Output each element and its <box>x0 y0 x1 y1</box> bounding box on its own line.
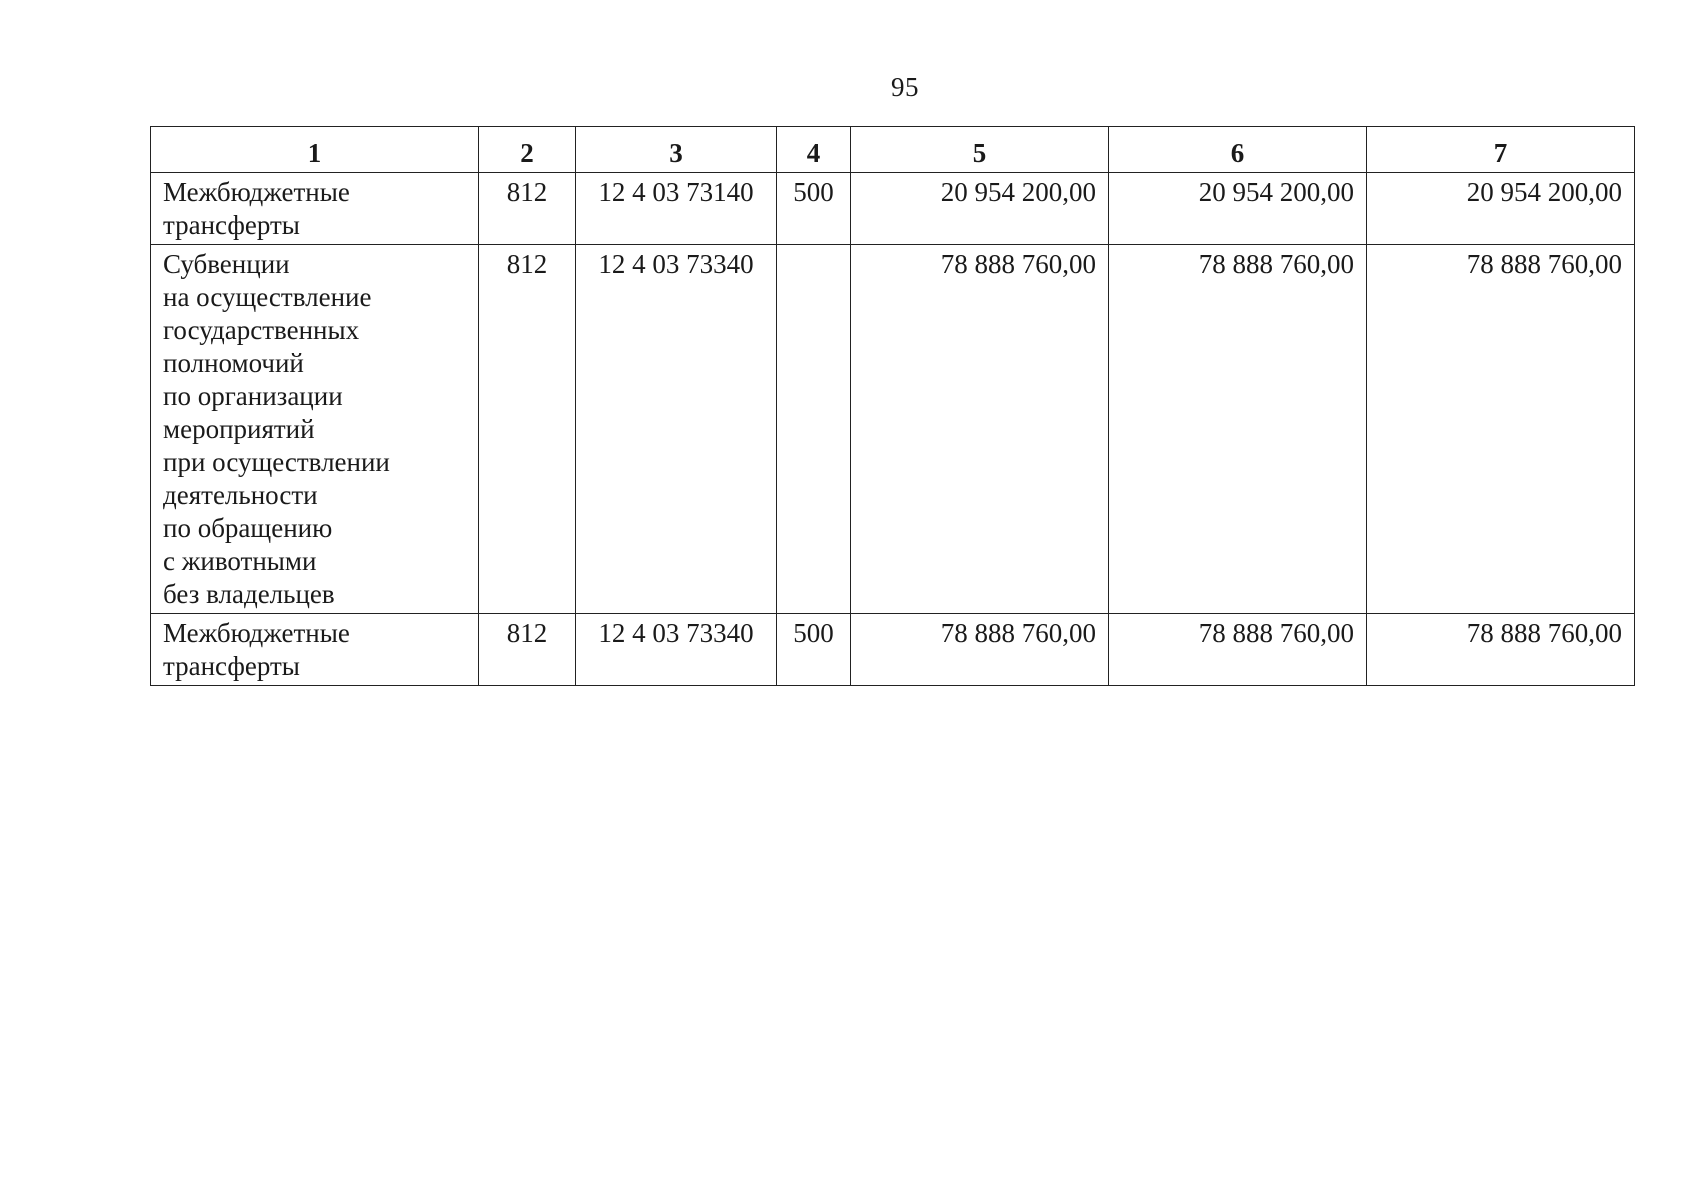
row-name-line: по обращению <box>163 513 333 543</box>
col2-cell: 812 <box>479 245 576 614</box>
col3-cell: 12 4 03 73340 <box>576 614 777 686</box>
row-name-line: полномочий <box>163 348 304 378</box>
table-row <box>151 173 1635 245</box>
col3-cell: 12 4 03 73340 <box>576 245 777 614</box>
col4-cell: 500 <box>777 173 851 245</box>
column-header-4: 4 <box>777 127 851 173</box>
column-header-2: 2 <box>479 127 576 173</box>
column-header-7: 7 <box>1367 127 1635 173</box>
row-name-cell <box>151 614 479 686</box>
row-name-line: без владельцев <box>163 579 335 609</box>
row-name-cell <box>151 245 479 614</box>
column-header-1: 1 <box>151 127 479 173</box>
col6-cell: 20 954 200,00 <box>1109 173 1367 245</box>
col7-cell: 20 954 200,00 <box>1367 173 1635 245</box>
row-name-line: по организации <box>163 381 343 411</box>
budget-table <box>150 126 1635 686</box>
col4-cell: 500 <box>777 614 851 686</box>
col3-cell: 12 4 03 73140 <box>576 173 777 245</box>
row-name-line: деятельности <box>163 480 318 510</box>
table-header <box>151 127 1635 173</box>
row-name-line: Субвенции <box>163 249 290 279</box>
col5-cell: 78 888 760,00 <box>851 245 1109 614</box>
row-name-line: с животными <box>163 546 317 576</box>
table-row <box>151 614 1635 686</box>
col5-cell: 78 888 760,00 <box>851 614 1109 686</box>
column-header-6: 6 <box>1109 127 1367 173</box>
row-name-line: Межбюджетные <box>163 618 350 648</box>
row-name-line: трансферты <box>163 651 300 681</box>
row-name-line: государственных <box>163 315 360 345</box>
table-row <box>151 245 1635 614</box>
row-name-line: при осуществлении <box>163 447 390 477</box>
row-name-line: Межбюджетные <box>163 177 350 207</box>
column-header-3: 3 <box>576 127 777 173</box>
col2-cell: 812 <box>479 614 576 686</box>
page-number: 95 <box>891 72 919 102</box>
row-name-cell <box>151 173 479 245</box>
row-name-line: мероприятий <box>163 414 315 444</box>
col2-cell: 812 <box>479 173 576 245</box>
row-name-line: на осуществление <box>163 282 372 312</box>
header-row <box>151 127 1635 173</box>
col4-cell <box>777 245 851 614</box>
col7-cell: 78 888 760,00 <box>1367 614 1635 686</box>
table-body <box>151 173 1635 686</box>
row-name-line: трансферты <box>163 210 300 240</box>
column-header-5: 5 <box>851 127 1109 173</box>
col7-cell: 78 888 760,00 <box>1367 245 1635 614</box>
col6-cell: 78 888 760,00 <box>1109 614 1367 686</box>
col6-cell: 78 888 760,00 <box>1109 245 1367 614</box>
col5-cell: 20 954 200,00 <box>851 173 1109 245</box>
